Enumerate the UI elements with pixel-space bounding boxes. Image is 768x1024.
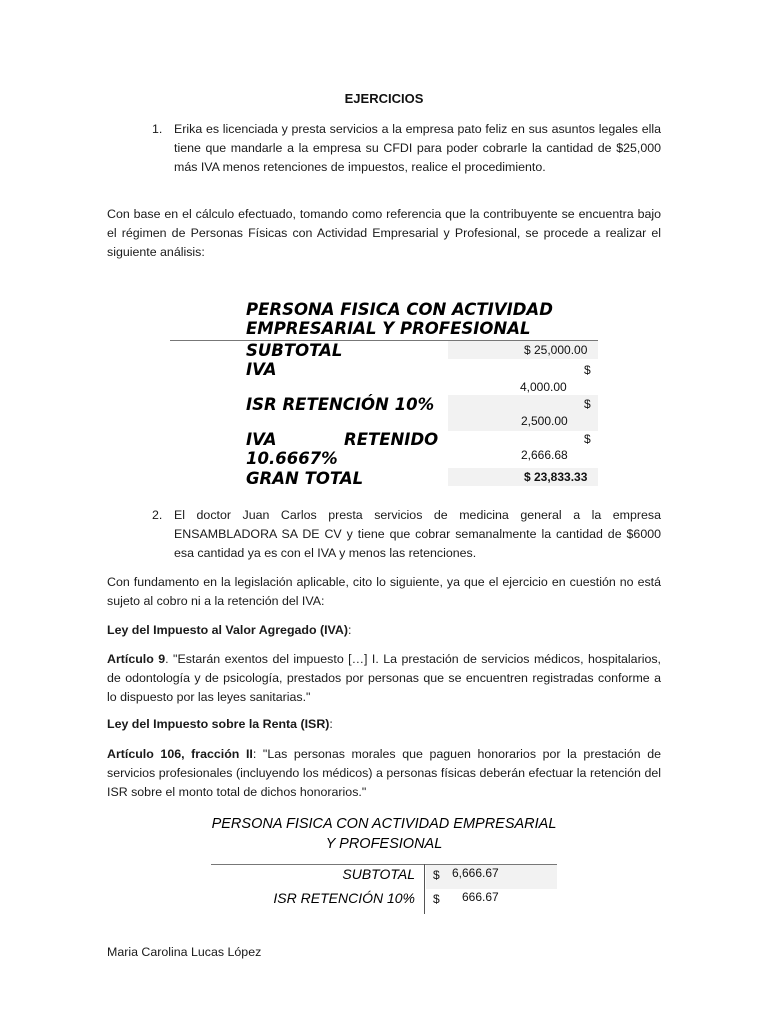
- table1-amount-subtotal: 25,000.00: [534, 343, 588, 357]
- table1-amount-iva-retenido: 2,666.68: [521, 448, 568, 462]
- article-9-paragraph: [107, 650, 661, 707]
- table1-currency-iva: $: [584, 363, 591, 377]
- table2-title-line2: Y PROFESIONAL: [325, 836, 443, 852]
- table1-title-line1: PERSONA FISICA CON ACTIVIDAD: [246, 300, 553, 319]
- article-9-text: . "Estarán exentos del impuesto […] I. La prestación de servicios médicos, hospitalarios, de odontología y de psicología, prestados por personas que se encuentren registradas conforme a lo dispuesto por las leyes sanitarias.": [107, 652, 661, 704]
- table1-amount-iva: 4,000.00: [520, 380, 567, 394]
- table2-currency-isr: $: [433, 892, 440, 906]
- table1-currency-subtotal: $: [524, 343, 531, 357]
- page-title: EJERCICIOS: [344, 91, 424, 106]
- law-iva-heading: [107, 621, 661, 640]
- analysis-paragraph: Con base en el cálculo efectuado, tomando como referencia que la contribuyente se encuentra bajo el régimen de Personas Físicas con Actividad Empresarial y Profesional, se procede a realizar el siguiente análisis:: [107, 207, 661, 259]
- table2-column-line: [424, 864, 425, 914]
- table2-amount-subtotal: 6,666.67: [452, 866, 499, 880]
- article-106-paragraph: [107, 745, 661, 802]
- exercise-1-number: 1.: [152, 122, 163, 136]
- table2-label-isr: ISR RETENCIÓN 10%: [273, 890, 415, 906]
- law-iva-title: Ley del Impuesto al Valor Agregado (IVA): [107, 623, 348, 637]
- table1-amount-isr: 2,500.00: [521, 414, 568, 428]
- law-isr-title: Ley del Impuesto sobre la Renta (ISR): [107, 717, 330, 731]
- table1-currency-iva-retenido: $: [584, 432, 591, 446]
- table1-title-line2: EMPRESARIAL Y PROFESIONAL: [246, 319, 531, 338]
- table1-label-subtotal: SUBTOTAL: [246, 341, 343, 360]
- table2-amount-isr: 666.67: [462, 890, 499, 904]
- article-106-text: : "Las personas morales que paguen honorarios por la prestación de servicios profesionales (incluyendo los médicos) a personas físicas deberán efectuar la retención del ISR sobre el monto total de dichos honorarios.": [107, 747, 661, 799]
- table2-title-line1: PERSONA FISICA CON ACTIVIDAD EMPRESARIAL: [211, 816, 557, 832]
- table1-currency-gran-total: $: [524, 470, 531, 484]
- author-name: Maria Carolina Lucas López: [107, 945, 262, 959]
- article-9-label: Artículo 9: [107, 652, 166, 666]
- law-isr-colon: :: [329, 717, 333, 731]
- exercise-2-text: El doctor Juan Carlos presta servicios de medicina general a la empresa ENSAMBLADORA SA DE CV y tiene que cobrar semanalmente la cantidad de $6000 esa cantidad ya es con el IVA y menos las retenciones.: [174, 508, 661, 560]
- exercise-2-number: 2.: [152, 508, 163, 522]
- law-iva-colon: :: [347, 623, 352, 637]
- calculation-table-1: [170, 298, 600, 490]
- table1-amount-gran-total: 23,833.33: [534, 470, 588, 484]
- law-isr-heading: [107, 715, 661, 734]
- table1-label-isr: ISR RETENCIÓN 10%: [246, 395, 435, 414]
- table2-label-subtotal: SUBTOTAL: [342, 866, 415, 882]
- table2-currency-subtotal: $: [433, 868, 440, 882]
- table1-label-iva-retenido-2: RETENIDO: [344, 430, 439, 449]
- exercise-1-text: Erika es licenciada y presta servicios a la empresa pato feliz en sus asuntos legales ella tiene que mandarle a la empresa su CFDI para poder cobrarle la cantidad de $25,000 más IVA menos retenciones de impuestos, realice el procedimiento.: [174, 122, 661, 174]
- table1-label-iva-retenido-3: 10.6667%: [246, 449, 338, 468]
- table1-label-iva-retenido-1: IVA: [246, 430, 277, 449]
- table1-currency-isr: $: [584, 397, 591, 411]
- article-106-label: Artículo 106, fracción II: [107, 747, 253, 761]
- table1-label-gran-total: GRAN TOTAL: [246, 469, 364, 488]
- legal-intro-paragraph: Con fundamento en la legislación aplicable, cito lo siguiente, ya que el ejercicio en cuestión no está sujeto al cobro ni a la retención del IVA:: [107, 575, 661, 608]
- table1-label-iva: IVA: [246, 360, 277, 379]
